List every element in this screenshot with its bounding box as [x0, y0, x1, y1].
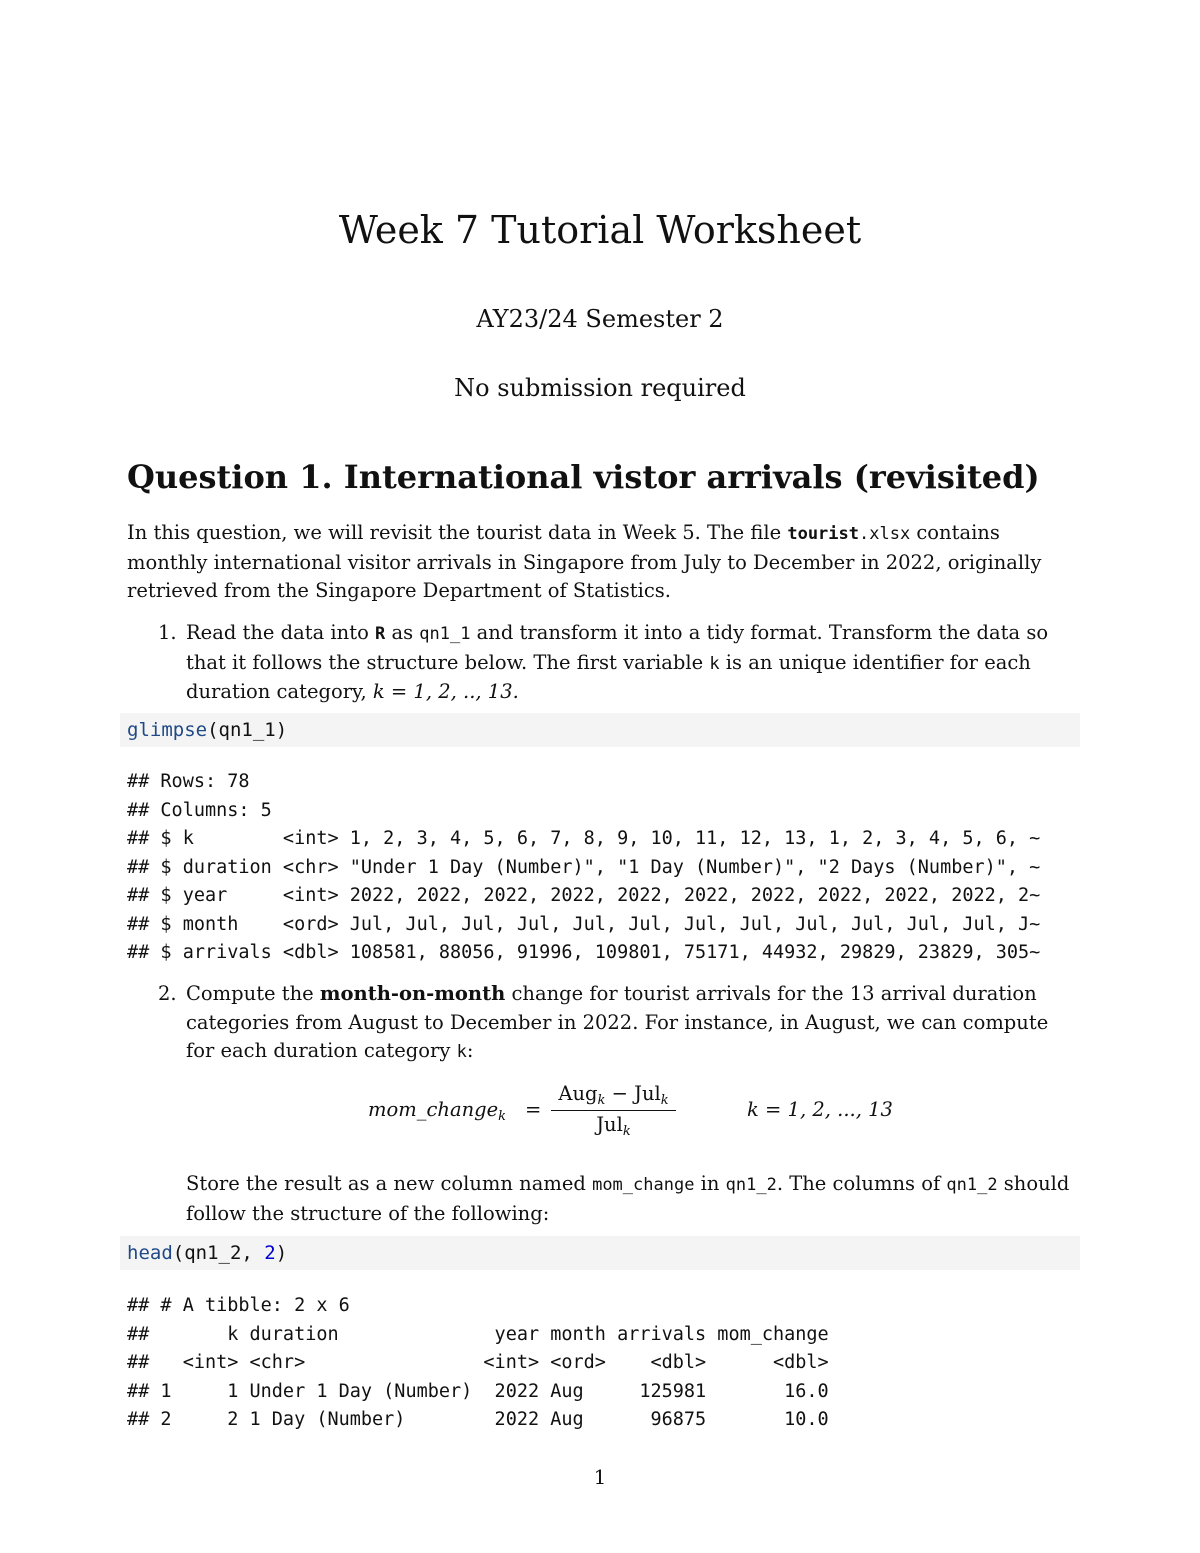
- list-item-number: 1.: [158, 621, 177, 644]
- code-args-open: (qn1_2,: [172, 1242, 265, 1264]
- intro-text-1: In this question, we will revisit the tourist data in Week 5. The file: [127, 521, 788, 544]
- formula-lhs-name: mom_change: [368, 1098, 499, 1121]
- fraction-bar: [551, 1110, 676, 1111]
- store-instruction: [186, 1170, 1086, 1228]
- code-function: head: [127, 1242, 173, 1264]
- list-item-text: [186, 980, 1078, 1067]
- object-name: qn1_1: [419, 624, 471, 644]
- code-block-head: [120, 1236, 1080, 1270]
- code-function: glimpse: [127, 719, 208, 741]
- item2-text-1: Compute the: [186, 982, 320, 1005]
- output-line: ## $ k <int> 1, 2, 3, 4, 5, 6, 7, 8, 9, 10, 11, 12, 13, 1, 2, 3, 4, 5, 6, ~: [127, 828, 1041, 849]
- item1-text-1: Read the data into: [186, 621, 376, 644]
- page-number: 1: [593, 1465, 607, 1489]
- numerator-b: Jul: [634, 1082, 661, 1105]
- output-line: ## $ month <ord> Jul, Jul, Jul, Jul, Jul, Jul, Jul, Jul, Jul, Jul, Jul, Jul, J~: [127, 913, 1041, 935]
- store-text-2: in: [694, 1172, 726, 1195]
- output-line: ## 2 2 1 Day (Number) 2022 Aug 96875 10.0: [127, 1409, 829, 1430]
- mom-change-formula: [368, 1082, 928, 1142]
- numerator-minus: −: [605, 1082, 635, 1105]
- item1-math: k = 1, 2, .., 13.: [372, 680, 519, 703]
- item1-text-2: as: [385, 621, 420, 644]
- variable-name: k: [456, 1042, 467, 1062]
- store-text-1: Store the result as a new column named: [186, 1172, 593, 1195]
- item1-text-3: and transform it into a tidy format. Transform the data so that it follows the structure below. The first variable: [186, 621, 1049, 674]
- store-text-4: should follow the structure of the following:: [186, 1172, 1070, 1225]
- object-name: qn1_2: [725, 1175, 777, 1195]
- intro-text-2: contains monthly international visitor arrivals in Singapore from July to December in 2022, originally retrieved from the Singapore Department of Statistics.: [127, 521, 1042, 602]
- output-block-head: [127, 1292, 829, 1435]
- store-text-3: . The columns of: [776, 1172, 947, 1195]
- code-args: (qn1_1): [207, 719, 288, 741]
- formula-range: k = 1, 2, ..., 13: [747, 1098, 893, 1121]
- output-line: ## 1 1 Under 1 Day (Number) 2022 Aug 125981 16.0: [127, 1380, 829, 1402]
- item2-text-3: :: [466, 1039, 474, 1062]
- list-item-text: [186, 619, 1078, 707]
- formula-lhs: [368, 1098, 506, 1124]
- denominator-sub: k: [622, 1124, 631, 1139]
- formula-fraction: [551, 1082, 676, 1139]
- object-name: qn1_2: [946, 1175, 998, 1195]
- item1-text-4: is an unique identifier for each duration category,: [186, 650, 1031, 703]
- output-line: ## <int> <chr> <int> <ord> <dbl> <dbl>: [127, 1352, 829, 1373]
- output-line: ## Rows: 78: [127, 771, 250, 792]
- question-1-title: Question 1. International vistor arrivals (revisited): [127, 458, 1040, 496]
- formula-equals: =: [525, 1098, 542, 1121]
- code-number: 2: [264, 1242, 276, 1264]
- file-name-base: tourist: [787, 524, 859, 544]
- output-line: ## $ arrivals <dbl> 108581, 88056, 91996, 109801, 75171, 44932, 29829, 23829, 305~: [127, 942, 1041, 963]
- numerator-a: Aug: [558, 1082, 598, 1105]
- denominator: Jul: [596, 1113, 623, 1136]
- question-1-intro: [127, 519, 1077, 606]
- list-item-2: [158, 980, 1078, 1067]
- code-args-close: ): [275, 1242, 288, 1264]
- numerator-a-sub: k: [597, 1093, 606, 1108]
- list-item-number: 2.: [158, 982, 177, 1005]
- item2-text-2: change for tourist arrivals for the 13 arrival duration categories from August to December in 2022. For instance, in August, we can compute for each duration category: [186, 982, 1049, 1062]
- formula-subscript: k: [498, 1109, 507, 1124]
- output-line: ## k duration year month arrivals mom_change: [127, 1323, 829, 1345]
- language-name: R: [375, 624, 386, 644]
- file-name: [787, 524, 910, 544]
- output-block-glimpse: [127, 768, 1040, 968]
- file-name-ext: .xlsx: [859, 524, 911, 544]
- formula-numerator: [551, 1082, 676, 1108]
- bold-term: month-on-month: [319, 982, 506, 1005]
- output-line: ## # A tibble: 2 x 6: [127, 1295, 350, 1316]
- formula-denominator: [551, 1113, 676, 1139]
- output-line: ## Columns: 5: [127, 799, 272, 821]
- output-line: ## $ year <int> 2022, 2022, 2022, 2022, 2022, 2022, 2022, 2022, 2022, 2022, 2~: [127, 885, 1041, 906]
- list-item-1: [158, 619, 1078, 707]
- output-line: ## $ duration <chr> "Under 1 Day (Number)", "1 Day (Number)", "2 Days (Number)", ~: [127, 856, 1041, 878]
- column-name: mom_change: [592, 1175, 695, 1195]
- semester-subtitle: AY23/24 Semester 2: [476, 305, 724, 333]
- variable-name: k: [709, 653, 720, 674]
- page-title: Week 7 Tutorial Worksheet: [338, 208, 862, 252]
- numerator-b-sub: k: [660, 1093, 669, 1108]
- submission-note: No submission required: [454, 374, 746, 402]
- code-block-glimpse: [120, 713, 1080, 747]
